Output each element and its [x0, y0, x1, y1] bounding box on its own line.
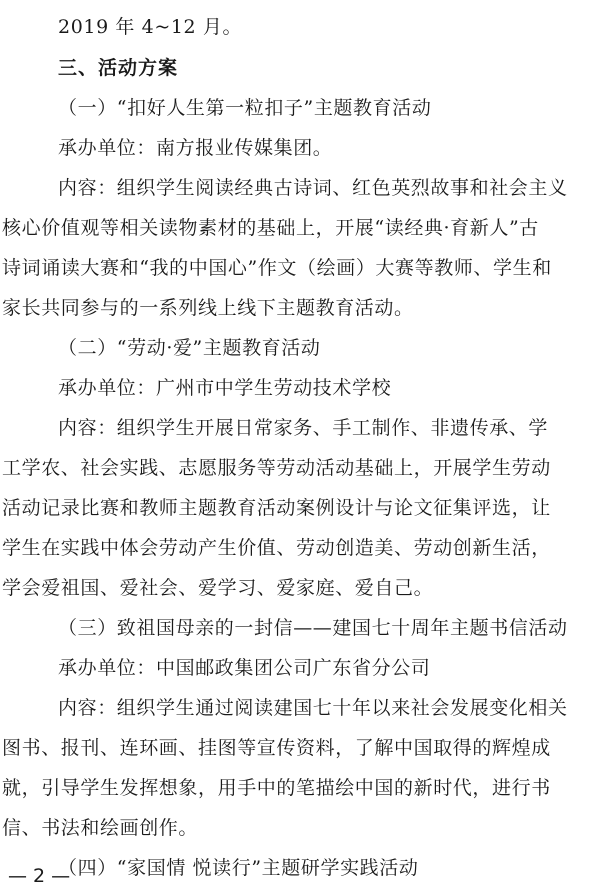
activity-2-organizer: 承办单位：广州市中学生劳动技术学校 — [58, 377, 392, 399]
activity-2-title: （二）“劳动·爱”主题教育活动 — [58, 337, 321, 359]
activity-3-content-line: 就，引导学生发挥想象，用手中的笔描绘中国的新时代，进行书 — [2, 777, 551, 799]
activity-3-organizer: 承办单位：中国邮政集团公司广东省分公司 — [58, 657, 431, 679]
activity-1-content-line: 核心价值观等相关读物素材的基础上，开展“读经典·育新人”古 — [2, 217, 539, 239]
activity-1-organizer: 承办单位：南方报业传媒集团。 — [58, 137, 333, 159]
activity-2-content-line: 学生在实践中体会劳动产生价值、劳动创造美、劳动创新生活， — [2, 537, 551, 559]
activity-1-content-line: 诗词诵读大赛和“我的中国心”作文（绘画）大赛等教师、学生和 — [2, 257, 552, 279]
activity-3-content-line: 信、书法和绘画创作。 — [2, 817, 199, 839]
activity-4-title: （四）“家国情 悦读行”主题研学实践活动 — [58, 857, 419, 879]
activity-2-content-line: 活动记录比赛和教师主题教育活动案例设计与论文征集评选，让 — [2, 497, 551, 519]
activity-2-content-line: 学会爱祖国、爱社会、爱学习、爱家庭、爱自己。 — [2, 577, 434, 599]
activity-1-content-line: 家长共同参与的一系列线上线下主题教育活动。 — [2, 297, 414, 319]
activity-2-content-line: 内容：组织学生开展日常家务、手工制作、非遗传承、学 — [58, 417, 549, 439]
date-range-line: 2019 年 4~12 月。 — [58, 16, 243, 38]
activity-1-content-line: 内容：组织学生阅读经典古诗词、红色英烈故事和社会主义 — [58, 177, 568, 199]
activity-2-content-line: 工学农、社会实践、志愿服务等劳动活动基础上，开展学生劳动 — [2, 457, 551, 479]
activity-1-title: （一）“扣好人生第一粒扣子”主题教育活动 — [58, 97, 432, 119]
page-number: — 2 — — [8, 865, 71, 887]
activity-3-content-line: 内容：组织学生通过阅读建国七十年以来社会发展变化相关 — [58, 697, 568, 719]
activity-3-content-line: 图书、报刊、连环画、挂图等宣传资料，了解中国取得的辉煌成 — [2, 737, 551, 759]
activity-3-title: （三）致祖国母亲的一封信——建国七十周年主题书信活动 — [58, 617, 568, 639]
section-heading-activity-plan: 三、活动方案 — [58, 57, 179, 79]
